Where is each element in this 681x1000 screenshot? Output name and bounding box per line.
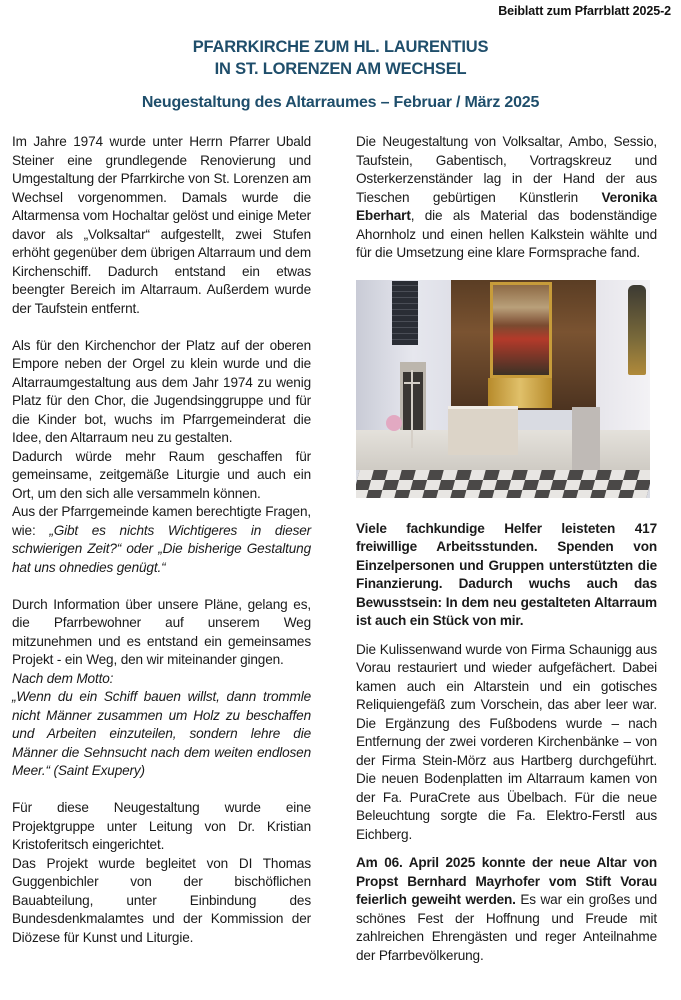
paragraph-volunteers: Viele fachkundige Helfer leisteten 417 freiwillige Arbeitsstunden. Spenden von Einzelpersonen und Gruppen unterstützten die Finanzierung. Dadurch wuchs auch das Bewusstsein: In dem neu gestalteten Altarraum ist auch ein Stück von mir. <box>356 520 657 628</box>
questions-quote: „Gibt es nichts Wichtigeres in dieser schwierigen Zeit?“ oder „Die bisherige Gestaltung hat uns ohnedies genügt.“ <box>12 522 311 575</box>
paragraph-motto-quote: „Wenn du ein Schiff bauen willst, dann trommle nicht Männer zusammen um Holz zu beschaffen und Arbeiten einzuteilen, sondern lehre die Männer die Sehnsucht nach dem weiten endlosen Meer.“ (Saint Exupery) <box>12 689 311 778</box>
paragraph-motivation: Als für den Kirchenchor der Platz auf der oberen Empore neben der Orgel zu klein wurde und die Altarraumgestaltung aus dem Jahr 1974 zu wenig Platz für den Chor, die Jugendsinggruppe und für die Kinder bot, wuchs im Pfarrgemeinderat die Idee, den Altarraum neu zu gestalten. <box>12 337 311 445</box>
statue <box>628 285 646 375</box>
title-line-2: IN ST. LORENZEN AM WECHSEL <box>214 60 467 78</box>
paragraph-project-support: Das Projekt wurde begleitet von DI Thomas Guggenbichler von der bischöflichen Bauabteilung, unter Einbindung des Bundesdenkmalamtes und der Kommission der Diözese für Kunst und Liturgie. <box>12 855 311 945</box>
artist-name: Veronika Eberhart <box>356 189 657 223</box>
supertitle: Beiblatt zum Pfarrblatt 2025-2 <box>498 4 671 18</box>
tabernacle <box>488 378 552 408</box>
left-column <box>12 133 311 947</box>
paragraph-spacer <box>12 781 311 800</box>
paragraph-artist: Die Neugestaltung von Volksaltar, Ambo, Sessio, Taufstein, Gabentisch, Vortragskreuz und Osterkerzenständer lag in der Hand der aus Tieschen gebürtigen Künstlerin Veronika Eberhart, die als Material das bodenständige Ahornholz und einen hellen Kalkstein wählte und für die Umsetzung eine klare Formsprache fand. <box>356 134 657 260</box>
paragraph-information: Durch Information über unsere Pläne, gelang es, die Pfarrbewohner auf unserem Weg mitzunehmen und es entstand ein gemeinsames Projekt - ein Weg, den wir miteinander gingen. <box>12 596 311 667</box>
altar-photo <box>356 280 650 498</box>
checkered-floor <box>356 470 650 498</box>
right-column <box>356 133 657 965</box>
paragraph-project-group: Für diese Neugestaltung wurde eine Projektgruppe unter Leitung von Dr. Kristian Kristoferitsch eingerichtet. <box>12 800 311 852</box>
paragraph-goal: Dadurch würde mehr Raum geschaffen für gemeinsame, zeitgemäße Liturgie und auch ein Ort, um den sich alle versammeln können. <box>12 448 311 501</box>
new-altar <box>448 406 518 455</box>
paragraph-spacer <box>356 844 657 854</box>
paragraph-spacer <box>12 318 311 337</box>
ambo <box>572 407 600 473</box>
page-subtitle: Neugestaltung des Altarraumes – Februar / März 2025 <box>141 94 540 111</box>
paragraph-motto-label: Nach dem Motto: <box>12 670 114 686</box>
paragraph-spacer <box>12 577 311 596</box>
questions-lead: Aus der Pfarrgemeinde kamen berechtigte Fragen, wie: <box>12 504 311 538</box>
paragraph-questions <box>12 503 311 577</box>
processional-cross <box>411 370 413 448</box>
paragraph-history: Im Jahre 1974 wurde unter Herrn Pfarrer Ubald Steiner eine grundlegende Renovierung und Umgestaltung der Pfarrkirche von St. Lorenzen am Wechsel vorgenommen. Damals wurde die Altarmensa vom Hochaltar gelöst und einige Meter davor als „Volksaltar“ aufgestellt, zwei Stufen erhöht gegenüber dem übrigen Altarraum und dem Kirchenschiff. Dadurch entstand ein etwas beengter Bereich im Altarraum. Außerdem wurde der Taufstein entfernt. <box>12 134 311 316</box>
window <box>392 281 418 345</box>
title-line-1: PFARRKIRCHE ZUM HL. LAURENTIUS <box>192 38 489 56</box>
page-title <box>0 36 681 80</box>
paragraph-spacer <box>356 631 657 641</box>
flowers <box>386 415 402 431</box>
paragraph-consecration: Am 06. April 2025 konnte der neue Altar von Propst Bernhard Mayrhofer vom Stift Vorau feierlich geweiht werden. Es war ein großes und schönes Fest der Hoffnung und Freude mit zahlreichen Ehrengästen und reger Anteilnahme der Pfarrbevölkerung. <box>356 855 657 963</box>
altar-painting <box>490 282 552 378</box>
paragraph-contractors: Die Kulissenwand wurde von Firma Schaunigg aus Vorau restauriert und wieder aufgefächert. Dabei kamen auch ein Altarstein und ein gotisches Reliquiengefäß zum Vorschein, das aber leer war. Die Ergänzung des Fußbodens wurde – nach Entfernung der zwei vorderen Kirchenbänke – von der Firma Stein-Mörz aus Hartberg durchgeführt. Die neuen Bodenplatten im Altarraum kamen von der Fa. PuraCrete aus Übelbach. Für die neue Beleuchtung sorgte die Fa. Elektro-Ferstl aus Eichberg. <box>356 641 657 842</box>
